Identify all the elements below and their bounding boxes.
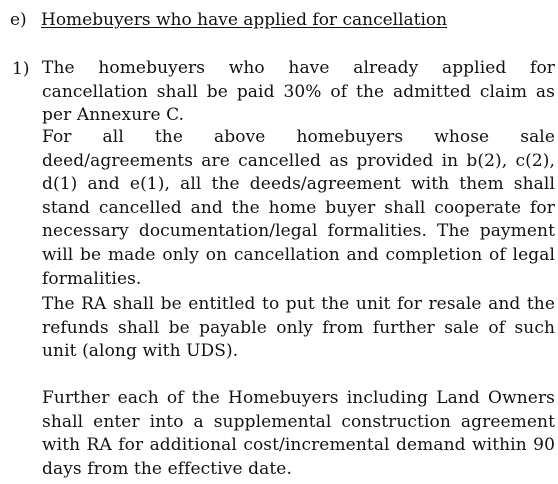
item-marker: 1) — [12, 59, 30, 79]
section-title: Homebuyers who have applied for cancellation — [41, 10, 448, 30]
section-heading — [10, 8, 447, 32]
section-marker: e) — [10, 10, 27, 30]
paragraph-cancellation-payment: The homebuyers who have already applied for cancellation shall be paid 30% of the admitted claim as per Annexure C. — [42, 58, 555, 126]
paragraph-supplemental-agreement: Further each of the Homebuyers including Land Owners shall enter into a supplemental construction agreement with RA for additional cost/incremental demand within 90 days from the effective date. — [42, 388, 555, 479]
paragraph-resale-refunds: The RA shall be entitled to put the unit for resale and the refunds shall be payable only from further sale of such unit (along with UDS). — [42, 294, 555, 362]
paragraph-deeds-cancelled: For all the above homebuyers whose sale deed/agreements are cancelled as provided in b(2), c(2), d(1) and e(1), all the deeds/agreement with them shall stand cancelled and the home buyer shall cooperate for necessary documentation/legal formalities. The payment will be made only on cancellation and completion of legal formalities. — [42, 127, 555, 289]
